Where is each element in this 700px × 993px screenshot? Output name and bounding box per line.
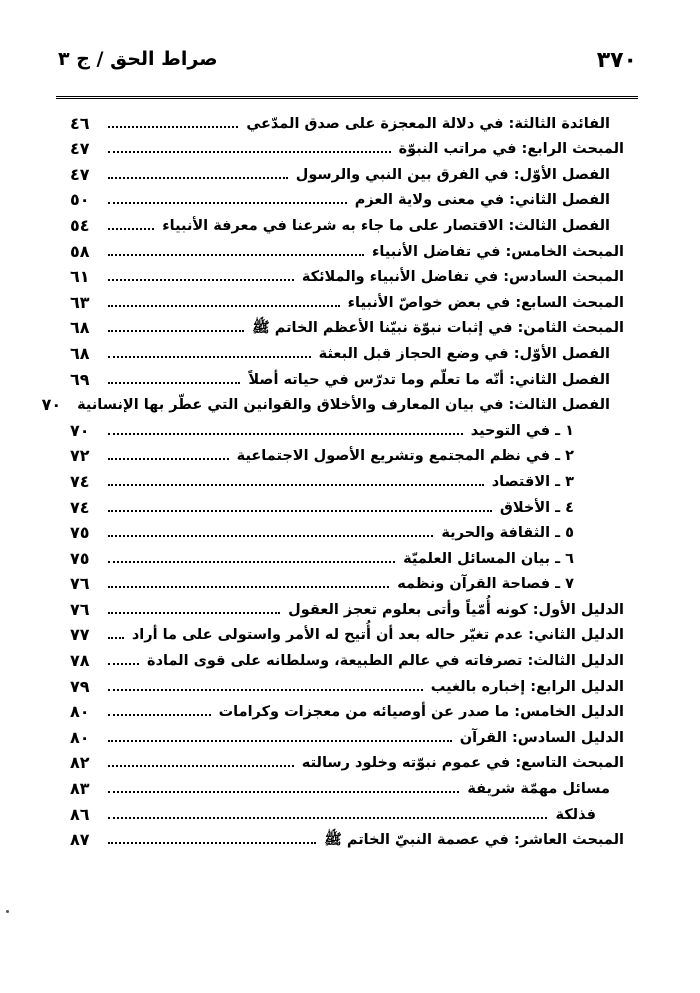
dot-leader bbox=[108, 484, 484, 486]
toc-entry-title: المبحث الخامس: في تفاضل الأنبياء bbox=[372, 243, 624, 260]
toc-row bbox=[70, 825, 624, 851]
toc-page-number: ٤٧ bbox=[70, 139, 90, 159]
page-number: ٣٧٠ bbox=[596, 48, 637, 73]
toc-page-number: ٧٥ bbox=[70, 523, 90, 543]
toc-page-number: ٨٠ bbox=[70, 727, 90, 747]
toc-row bbox=[70, 236, 624, 262]
toc-page-number: ٨٢ bbox=[70, 753, 90, 773]
toc-row bbox=[70, 773, 624, 799]
toc-row bbox=[70, 645, 624, 671]
toc-row bbox=[70, 364, 624, 390]
dot-leader bbox=[108, 689, 423, 691]
toc-page-number: ٨٣ bbox=[70, 779, 90, 799]
page-header bbox=[58, 40, 637, 92]
toc-row bbox=[70, 671, 624, 697]
toc-page-number: ٧٠ bbox=[70, 420, 90, 440]
toc-row bbox=[41, 390, 624, 416]
dot-leader bbox=[108, 279, 294, 281]
toc-row bbox=[70, 594, 624, 620]
toc-row bbox=[70, 569, 624, 595]
running-title: صراط الحق / ج ٣ bbox=[58, 48, 218, 70]
dot-leader bbox=[108, 765, 294, 767]
toc-row bbox=[70, 518, 624, 544]
table-of-contents bbox=[41, 108, 624, 850]
dot-leader bbox=[108, 177, 288, 179]
toc-page-number: ٥٤ bbox=[70, 215, 90, 235]
toc-entry-title: الفصل الأوّل: في الفرق بين النبي والرسول bbox=[295, 166, 610, 183]
toc-entry-title: المبحث الثامن: في إثبات نبوّة نبيّنا الأعظم الخاتم ﷺ bbox=[252, 320, 624, 337]
toc-entry-title: ٣ ـ الاقتصاد bbox=[491, 473, 574, 490]
dot-leader bbox=[108, 561, 395, 563]
toc-row bbox=[70, 722, 624, 748]
toc-page-number: ٥٨ bbox=[70, 241, 90, 261]
toc-page-number: ٨٧ bbox=[70, 830, 90, 850]
dot-leader bbox=[108, 254, 364, 256]
toc-entry-title: الفصل الثالث: في بيان المعارف والأخلاق والقوانين التي عطّر بها الإنسانية bbox=[77, 397, 610, 414]
dot-leader bbox=[108, 330, 244, 332]
toc-page-number: ٦٣ bbox=[70, 292, 90, 312]
toc-row bbox=[70, 697, 624, 723]
toc-row bbox=[70, 262, 624, 288]
toc-page-number: ٥٠ bbox=[70, 190, 90, 210]
toc-page-number: ٧٠ bbox=[41, 395, 62, 415]
dot-leader bbox=[108, 740, 452, 742]
toc-page-number: ٧٦ bbox=[70, 574, 90, 594]
toc-page-number: ٦١ bbox=[70, 267, 90, 287]
toc-entry-title: الدليل الثالث: تصرفاته في عالم الطبيعة، وسلطانه على قوى المادة bbox=[147, 653, 624, 670]
toc-page-number: ٤٦ bbox=[70, 113, 90, 133]
toc-entry-title: الدليل الخامس: ما صدر عن أوصيائه من معجزات وكرامات bbox=[218, 704, 624, 721]
dot-leader bbox=[108, 458, 229, 460]
toc-page-number: ٦٨ bbox=[70, 343, 90, 363]
toc-row bbox=[70, 748, 624, 774]
toc-entry-title: المبحث السابع: في بعض خواصّ الأنبياء bbox=[347, 294, 624, 311]
toc-entry-title: ٤ ـ الأخلاق bbox=[499, 499, 574, 516]
toc-page-number: ٧٨ bbox=[70, 651, 90, 671]
toc-entry-title: الفصل الثاني: في معنى ولاية العزم bbox=[354, 192, 610, 209]
dot-leader bbox=[108, 612, 280, 614]
toc-page-number: ٨٦ bbox=[70, 804, 90, 824]
toc-page-number: ٧٦ bbox=[70, 599, 90, 619]
toc-row bbox=[70, 210, 624, 236]
toc-entry-title: فذلكة bbox=[555, 806, 596, 823]
toc-page-number: ٧٩ bbox=[70, 676, 90, 696]
dot-leader bbox=[108, 637, 124, 639]
dot-leader bbox=[108, 535, 433, 537]
toc-row bbox=[70, 799, 624, 825]
margin-mark bbox=[6, 910, 9, 913]
toc-row bbox=[70, 620, 624, 646]
dot-leader bbox=[108, 791, 459, 793]
toc-page-number: ٦٨ bbox=[70, 318, 90, 338]
toc-row bbox=[70, 466, 624, 492]
toc-row bbox=[70, 441, 624, 467]
toc-entry-title: الدليل الثاني: عدم تغيّر حاله بعد أن أُتيح له الأمر واستولى على ما أراد bbox=[131, 627, 624, 644]
toc-row bbox=[70, 159, 624, 185]
toc-entry-title: مسائل مهمّة شريفة bbox=[467, 781, 610, 798]
toc-entry-title: الدليل الرابع: إخباره بالغيب bbox=[430, 678, 624, 695]
dot-leader bbox=[108, 382, 240, 384]
dot-leader bbox=[108, 586, 389, 588]
toc-row bbox=[70, 313, 624, 339]
toc-entry-title: ٢ ـ في نظم المجتمع وتشريع الأصول الاجتماعية bbox=[236, 448, 574, 465]
dot-leader bbox=[108, 714, 211, 716]
toc-page-number: ٦٩ bbox=[70, 369, 90, 389]
dot-leader bbox=[108, 356, 311, 358]
toc-entry-title: الفصل الثالث: الاقتصار على ما جاء به شرعنا في معرفة الأنبياء bbox=[162, 217, 610, 234]
dot-leader bbox=[108, 510, 492, 512]
toc-entry-title: المبحث السادس: في تفاضل الأنبياء والملائكة bbox=[301, 269, 624, 286]
toc-page-number: ٧٤ bbox=[70, 497, 90, 517]
toc-entry-title: الدليل الأول: كونه أُمّياً وأتى بعلوم تعجز العقول bbox=[288, 601, 624, 618]
toc-entry-title: المبحث التاسع: في عموم نبوّته وخلود رسالته bbox=[301, 755, 624, 772]
toc-entry-title: ٧ ـ فصاحة القرآن ونظمه bbox=[397, 576, 574, 593]
toc-page-number: ٧٢ bbox=[70, 446, 90, 466]
toc-row bbox=[70, 134, 624, 160]
toc-row bbox=[70, 108, 624, 134]
dot-leader bbox=[108, 151, 391, 153]
toc-entry-title: الفصل الثاني: أنّه ما تعلّم وما تدرّس في حياته أصلاً bbox=[248, 371, 610, 388]
toc-entry-title: ٦ ـ بيان المسائل العلميّة bbox=[403, 550, 574, 567]
toc-page-number: ٧٤ bbox=[70, 471, 90, 491]
toc-row bbox=[70, 338, 624, 364]
toc-row bbox=[70, 543, 624, 569]
toc-entry-title: المبحث العاشر: في عصمة النبيّ الخاتم ﷺ bbox=[324, 832, 624, 849]
dot-leader bbox=[108, 126, 238, 128]
toc-page-number: ٤٧ bbox=[70, 164, 90, 184]
toc-entry-title: ١ ـ في التوحيد bbox=[470, 422, 574, 439]
toc-page-number: ٧٧ bbox=[70, 625, 90, 645]
toc-entry-title: الدليل السادس: القرآن bbox=[459, 729, 624, 746]
toc-row bbox=[70, 492, 624, 518]
toc-entry-title: المبحث الرابع: في مراتب النبوّة bbox=[398, 141, 624, 158]
dot-leader bbox=[108, 433, 463, 435]
toc-row bbox=[70, 287, 624, 313]
dot-leader bbox=[108, 228, 154, 230]
dot-leader bbox=[108, 817, 547, 819]
toc-page-number: ٨٠ bbox=[70, 702, 90, 722]
dot-leader bbox=[108, 202, 347, 204]
dot-leader bbox=[108, 842, 316, 844]
toc-entry-title: الفائدة الثالثة: في دلالة المعجزة على صدق المدّعي bbox=[246, 115, 610, 132]
header-rule bbox=[56, 96, 638, 99]
toc-entry-title: ٥ ـ الثقافة والحرية bbox=[441, 525, 574, 542]
toc-row bbox=[70, 415, 624, 441]
toc-row bbox=[70, 185, 624, 211]
toc-entry-title: الفصل الأوّل: في وضع الحجاز قبل البعثة bbox=[318, 345, 610, 362]
toc-page-number: ٧٥ bbox=[70, 548, 90, 568]
dot-leader bbox=[108, 305, 340, 307]
dot-leader bbox=[108, 663, 139, 665]
